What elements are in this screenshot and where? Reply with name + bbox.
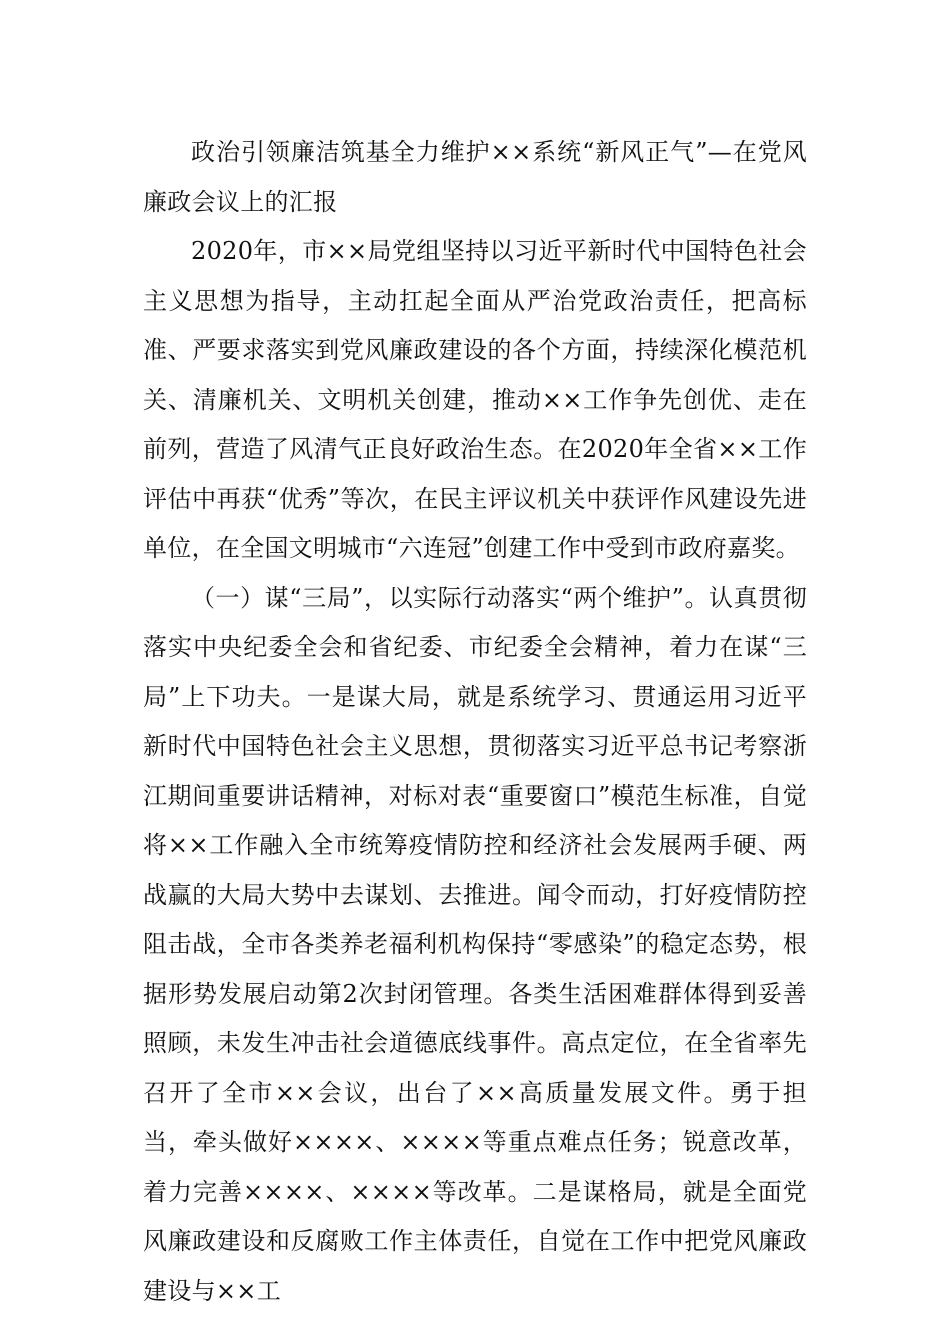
document-body xyxy=(143,128,807,1316)
paragraph-intro: 2020年，市××局党组坚持以习近平新时代中国特色社会主义思想为指导，主动扛起全面从严治党政治责任，把高标准、严要求落实到党风廉政建设的各个方面，持续深化模范机关、清廉机关、文明机关创建，推动××工作争先创优、走在前列，营造了风清气正良好政治生态。在2020年全省××工作评估中再获“优秀”等次，在民主评议机关中获评作风建设先进单位，在全国文明城市“六连冠”创建工作中受到市政府嘉奖。 xyxy=(143,237,807,562)
document-title: 政治引领廉洁筑基全力维护××系统“新风正气”—在党风廉政会议上的汇报 xyxy=(143,138,807,216)
paragraph-section-1: （一）谋“三局”，以实际行动落实“两个维护”。认真贯彻落实中央纪委全会和省纪委、市纪委全会精神，着力在谋“三局”上下功夫。一是谋大局，就是系统学习、贯通运用习近平新时代中国特色社会主义思想，贯彻落实习近平总书记考察浙江期间重要讲话精神，对标对表“重要窗口”模范生标准，自觉将××工作融入全市统筹疫情防控和经济社会发展两手硬、两战赢的大局大势中去谋划、去推进。闻令而动，打好疫情防控阻击战，全市各类养老福利机构保持“零感染”的稳定态势，根据形势发展启动第2次封闭管理。各类生活困难群体得到妥善照顾，未发生冲击社会道德底线事件。高点定位，在全省率先召开了全市××会议，出台了××高质量发展文件。勇于担当，牵头做好××××、××××等重点难点任务；锐意改革，着力完善××××、××××等改革。二是谋格局，就是全面党风廉政建设和反腐败工作主体责任，自觉在工作中把党风廉政建设与××工 xyxy=(143,583,807,1305)
